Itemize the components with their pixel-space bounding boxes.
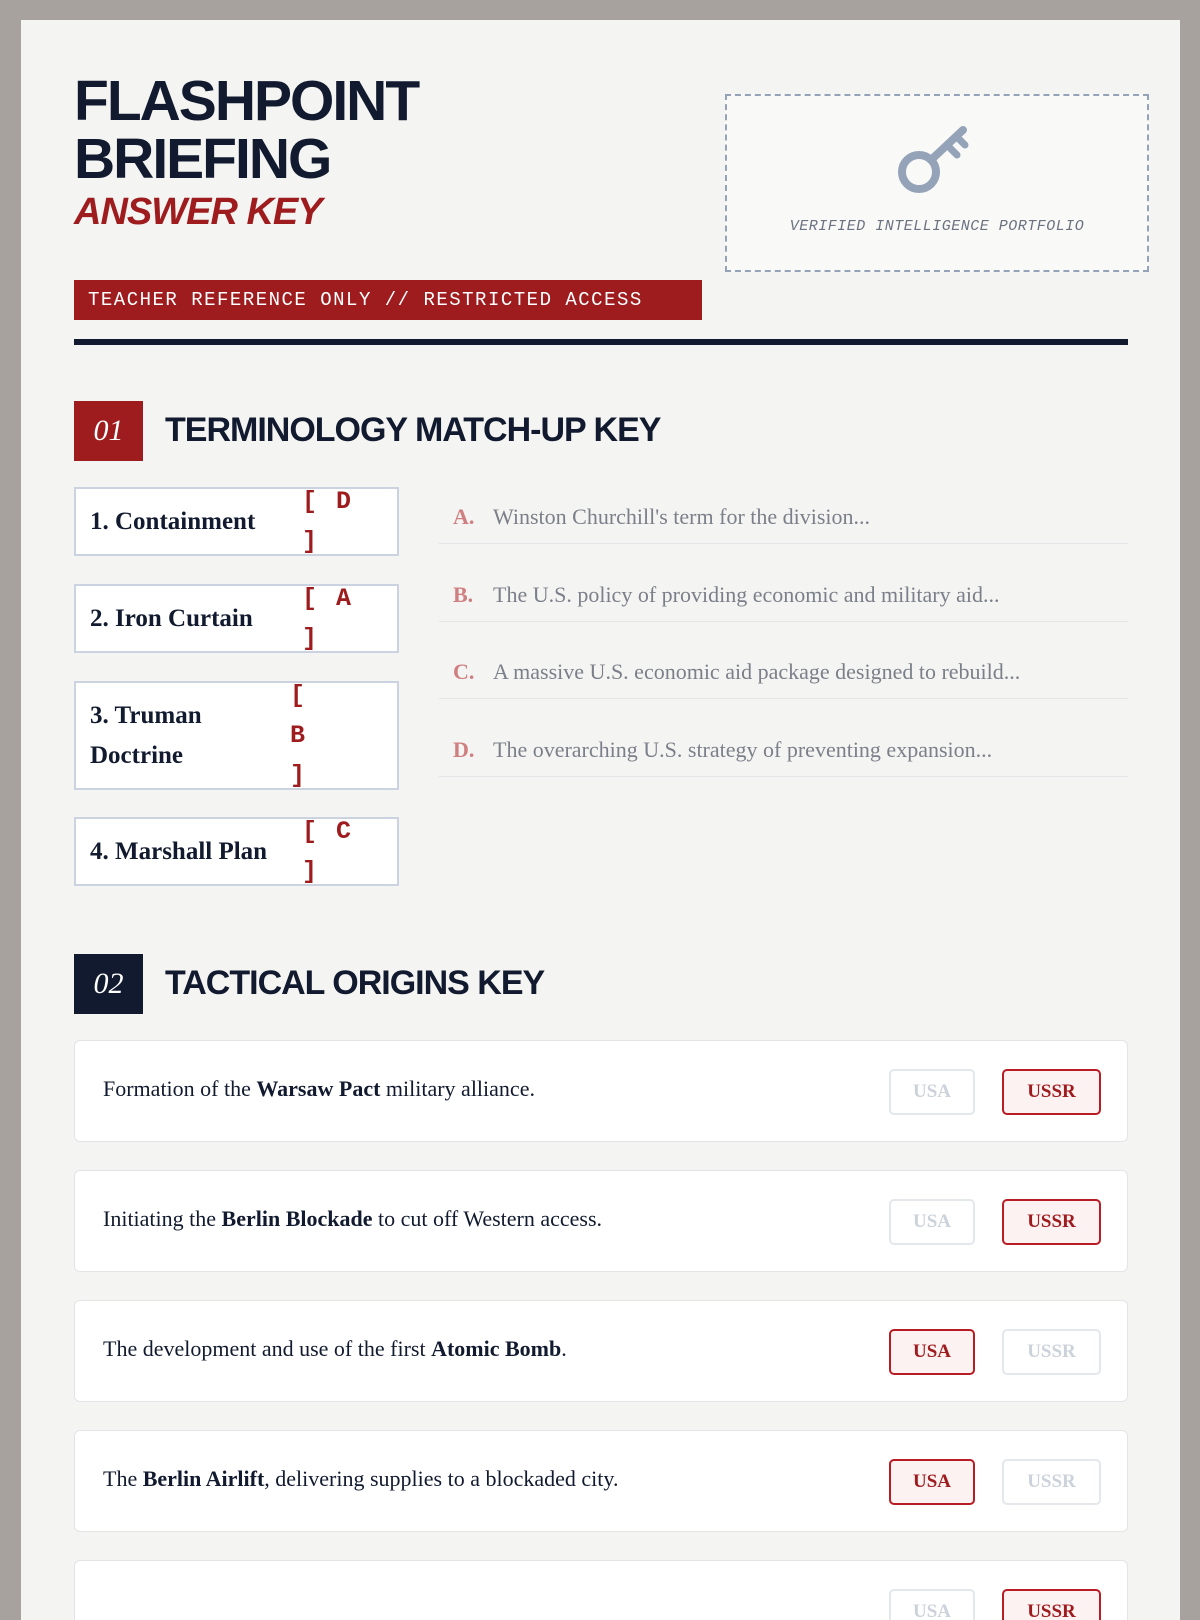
term-answer: [ B ] (290, 680, 306, 790)
term-card (74, 817, 399, 886)
definition-letter: D. (453, 737, 475, 762)
origin-question (74, 1430, 1128, 1532)
question-text: Formation of the Warsaw Pact military alliance. (103, 1076, 535, 1101)
definition-row (439, 488, 1128, 544)
question-text: Initiating the Berlin Blockade to cut off Western access. (103, 1206, 603, 1231)
definition-letter: B. (453, 582, 474, 607)
answer-key-sheet (21, 20, 1180, 1620)
option-ussr[interactable]: USSR (1002, 1329, 1101, 1375)
question-text: The development and use of the first Atomic Bomb. (103, 1336, 567, 1361)
definition-text: Winston Churchill's term for the division... (493, 504, 871, 529)
definition-row (439, 721, 1128, 777)
option-usa[interactable]: USA (889, 1459, 975, 1505)
origin-question (74, 1170, 1128, 1272)
term-label: 1. Containment (90, 507, 256, 535)
definition-text: The U.S. policy of providing economic and military aid... (493, 582, 1000, 607)
definition-letter: A. (453, 504, 475, 529)
term-label: 2. Iron Curtain (90, 604, 253, 632)
header-divider (74, 339, 1128, 345)
origin-question (74, 1560, 1128, 1620)
section-2-number: 02 (74, 954, 143, 1014)
origin-question (74, 1040, 1128, 1142)
restricted-banner: TEACHER REFERENCE ONLY // RESTRICTED ACCESS (74, 280, 702, 320)
option-ussr[interactable]: USSR (1002, 1069, 1101, 1115)
term-card (74, 584, 399, 653)
term-answer: [ C ] (302, 816, 352, 886)
term-card (74, 487, 399, 556)
section-2-title: TACTICAL ORIGINS KEY (165, 964, 545, 1002)
portfolio-caption: VERIFIED INTELLIGENCE PORTFOLIO (789, 218, 1085, 235)
term-answer: [ D ] (302, 486, 352, 556)
term-card (74, 681, 399, 790)
option-usa[interactable]: USA (889, 1589, 975, 1620)
page-title: FLASHPOINT BRIEFING (74, 69, 419, 191)
option-ussr[interactable]: USSR (1002, 1589, 1101, 1620)
question-text: The Berlin Airlift, delivering supplies to a blockaded city. (103, 1466, 619, 1491)
definition-letter: C. (453, 659, 475, 684)
term-answer: [ A ] (302, 583, 352, 653)
section-1-number: 01 (74, 401, 143, 461)
option-ussr[interactable]: USSR (1002, 1199, 1101, 1245)
option-ussr[interactable]: USSR (1002, 1459, 1101, 1505)
definition-text: A massive U.S. economic aid package designed to rebuild... (493, 659, 1021, 684)
section-1-title: TERMINOLOGY MATCH-UP KEY (165, 411, 661, 449)
definition-text: The overarching U.S. strategy of preventing expansion... (493, 737, 993, 762)
header (74, 69, 1128, 311)
term-label: 4. Marshall Plan (90, 837, 268, 865)
option-usa[interactable]: USA (889, 1069, 975, 1115)
portfolio-placeholder (725, 94, 1149, 272)
option-usa[interactable]: USA (889, 1329, 975, 1375)
definition-row (439, 566, 1128, 622)
page-subtitle: ANSWER KEY (74, 191, 322, 233)
definition-row (439, 643, 1128, 699)
origin-question (74, 1300, 1128, 1402)
term-label: 3. Truman Doctrine (90, 701, 202, 769)
option-usa[interactable]: USA (889, 1199, 975, 1245)
key-icon (895, 124, 975, 209)
